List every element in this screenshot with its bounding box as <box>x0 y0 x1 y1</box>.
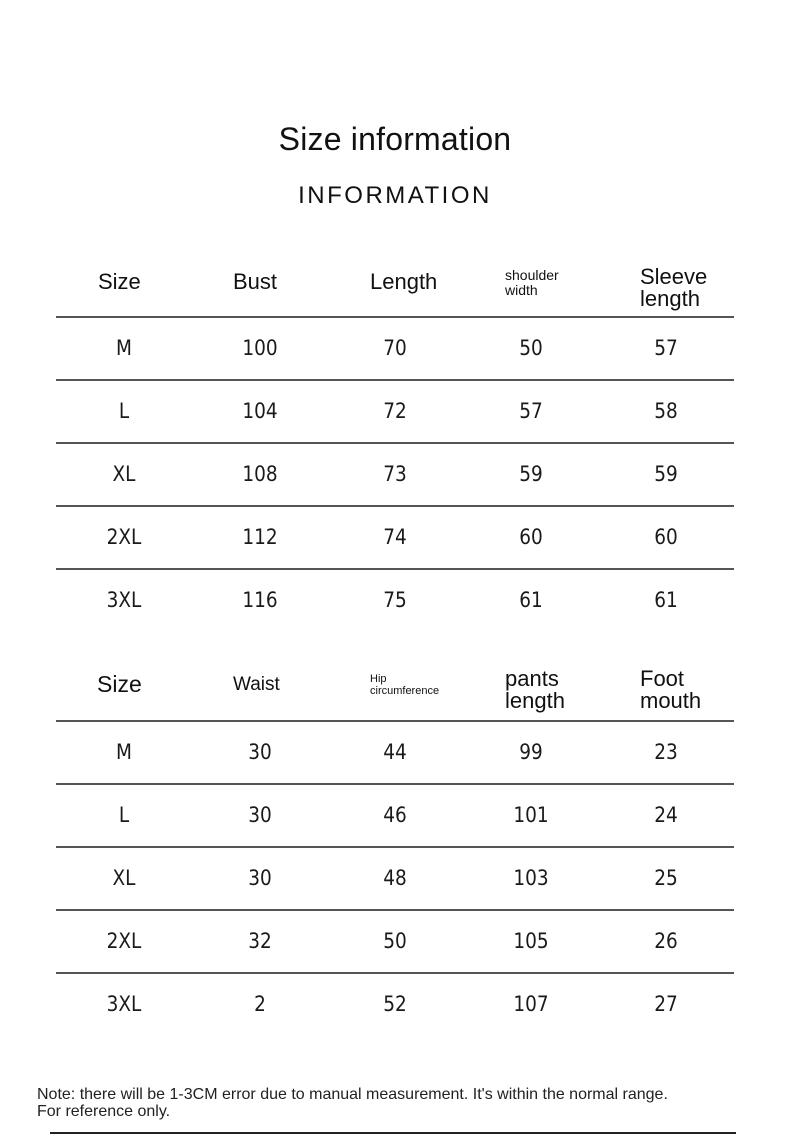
hip-cell: 52 <box>383 992 407 1016</box>
bust-cell: 100 <box>242 336 278 360</box>
header-shoulder-width <box>505 268 559 298</box>
sleeve-cell: 57 <box>654 336 678 360</box>
size-cell: M <box>116 740 132 764</box>
sleeve-cell: 60 <box>654 525 678 549</box>
page-subtitle: INFORMATION <box>298 182 492 209</box>
measurement-note: Note: there will be 1-3CM error due to manual measurement. It's within the normal range. For reference only. <box>37 1086 668 1120</box>
table-row <box>56 507 734 570</box>
shoulder-cell: 60 <box>519 525 543 549</box>
bust-cell: 112 <box>242 525 278 549</box>
header-bust: Bust <box>233 269 278 294</box>
size-cell: 2XL <box>106 929 142 953</box>
table-row <box>56 785 734 848</box>
waist-cell: 32 <box>248 929 272 953</box>
bottom-divider <box>50 1132 736 1134</box>
length-cell: 75 <box>383 588 407 612</box>
foot-mouth-cell: 27 <box>654 992 678 1016</box>
table-row <box>56 318 734 381</box>
header-sleeve-line2: length <box>640 286 700 311</box>
top-size-table <box>56 256 734 631</box>
table-row <box>56 974 734 1035</box>
table-row <box>56 722 734 785</box>
size-cell: L <box>118 803 130 827</box>
sleeve-cell: 59 <box>654 462 678 486</box>
foot-mouth-cell: 24 <box>654 803 678 827</box>
sleeve-cell: 58 <box>654 399 678 423</box>
pants-length-cell: 99 <box>519 740 543 764</box>
size-cell: XL <box>112 462 136 486</box>
length-cell: 70 <box>383 336 407 360</box>
size-cell: 3XL <box>106 992 142 1016</box>
header-size: Size <box>98 269 141 294</box>
top-table-header-row <box>56 256 734 318</box>
pants-length-cell: 103 <box>513 866 549 890</box>
waist-cell: 30 <box>248 740 272 764</box>
shoulder-cell: 61 <box>519 588 543 612</box>
table-row <box>56 911 734 974</box>
foot-mouth-cell: 23 <box>654 740 678 764</box>
table-row <box>56 444 734 507</box>
header-hip-line2: circumference <box>370 685 440 697</box>
length-cell: 72 <box>383 399 407 423</box>
bust-cell: 116 <box>242 588 278 612</box>
header-foot-line2: mouth <box>640 688 702 713</box>
bust-cell: 108 <box>242 462 278 486</box>
pants-length-cell: 107 <box>513 992 549 1016</box>
sleeve-cell: 61 <box>654 588 678 612</box>
length-cell: 74 <box>383 525 407 549</box>
header-sleeve-line1: Sleeve <box>640 264 708 289</box>
shoulder-cell: 50 <box>519 336 543 360</box>
foot-mouth-cell: 26 <box>654 929 678 953</box>
header-foot-mouth <box>640 668 701 712</box>
waist-cell: 2 <box>254 992 266 1016</box>
header-hip-line1: Hip <box>370 673 387 685</box>
bottom-size-table <box>56 660 734 1035</box>
hip-cell: 50 <box>383 929 407 953</box>
shoulder-cell: 59 <box>519 462 543 486</box>
size-cell: M <box>116 336 132 360</box>
length-cell: 73 <box>383 462 407 486</box>
foot-mouth-cell: 25 <box>654 866 678 890</box>
shoulder-cell: 57 <box>519 399 543 423</box>
hip-cell: 46 <box>383 803 407 827</box>
waist-cell: 30 <box>248 803 272 827</box>
waist-cell: 30 <box>248 866 272 890</box>
header-length: Length <box>370 269 438 294</box>
header-pants-line1: pants <box>505 666 559 691</box>
table-row <box>56 381 734 444</box>
header-pants-length <box>505 668 565 712</box>
header-pants-line2: length <box>505 688 565 713</box>
size-cell: XL <box>112 866 136 890</box>
header-sleeve-length <box>640 266 707 310</box>
header-shoulder-line2: width <box>505 282 538 298</box>
size-cell: L <box>118 399 130 423</box>
header-size: Size <box>97 671 142 697</box>
hip-cell: 48 <box>383 866 407 890</box>
hip-cell: 44 <box>383 740 407 764</box>
header-foot-line1: Foot <box>640 666 685 691</box>
pants-length-cell: 105 <box>513 929 549 953</box>
bust-cell: 104 <box>242 399 278 423</box>
size-cell: 3XL <box>106 588 142 612</box>
bottom-table-header-row <box>56 660 734 722</box>
header-hip-circumference <box>370 673 439 697</box>
header-waist: Waist <box>233 674 280 695</box>
table-row <box>56 570 734 631</box>
header-shoulder-line1: shoulder <box>505 267 559 283</box>
pants-length-cell: 101 <box>513 803 549 827</box>
page-title: Size information <box>278 121 512 157</box>
size-cell: 2XL <box>106 525 142 549</box>
table-row <box>56 848 734 911</box>
